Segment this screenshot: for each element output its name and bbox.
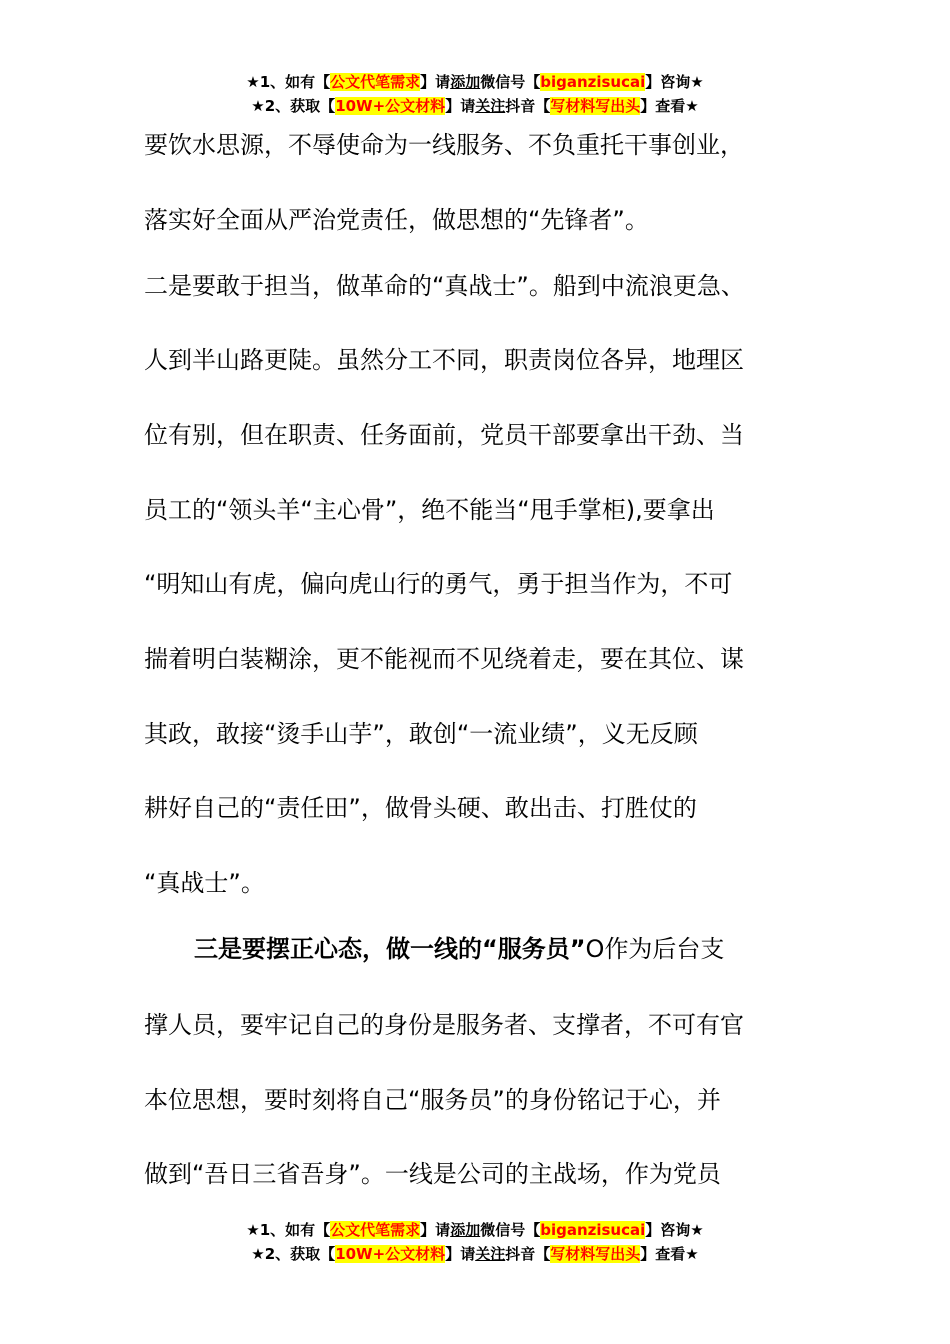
banner-text: 】请 [445, 1245, 476, 1263]
body-line: 要饮水思源，不辱使命为一线服务、不负重托干事创业， [144, 131, 744, 159]
banner-text: 抖音【 [505, 1245, 551, 1263]
body-line: 其政，敢接“烫手山芋”，敢创“一流业绩”，义无反顾 [144, 720, 698, 748]
paragraph-3-text: O作为后台支 [585, 935, 725, 963]
banner-text: 】请 [420, 73, 451, 91]
body-line: “明知山有虎，偏向虎山行的勇气，勇于担当作为，不可 [144, 570, 733, 598]
banner-text: 微信号【 [480, 73, 541, 91]
header-banner [0, 70, 950, 118]
banner-text: 】查看★ [640, 1245, 699, 1263]
banner-underlined: 添加 [450, 1221, 481, 1239]
paragraph-3-first-line [194, 934, 724, 964]
banner-text: 】请 [420, 1221, 451, 1239]
banner-highlight: 10W+公文材料 [335, 97, 446, 115]
body-line: 耕好自己的“责任田”，做骨头硬、敢出击、打胜仗的 [144, 794, 697, 822]
banner-text: 微信号【 [480, 1221, 541, 1239]
footer-banner-line-2 [0, 1242, 950, 1266]
footer-banner [0, 1218, 950, 1266]
body-line: “真战士”。 [144, 869, 265, 897]
body-line: 二是要敢于担当，做革命的“真战士”。船到中流浪更急、 [144, 272, 745, 300]
header-banner-line-1 [0, 70, 950, 94]
banner-text: 】请 [445, 97, 476, 115]
body-line: 本位思想，要时刻将自己“服务员”的身份铭记于心，并 [144, 1086, 721, 1114]
body-line: 落实好全面从严治党责任，做思想的“先锋者”。 [144, 206, 649, 234]
footer-banner-line-1 [0, 1218, 950, 1242]
banner-text: ★1、如有【 [246, 1221, 331, 1239]
banner-text: ★1、如有【 [246, 73, 331, 91]
body-line: 人到半山路更陡。虽然分工不同，职责岗位各异，地理区 [144, 346, 744, 374]
body-line: 做到“吾日三省吾身”。一线是公司的主战场，作为党员 [144, 1160, 721, 1188]
banner-highlight: biganzisucai [540, 1221, 646, 1239]
banner-underlined: 添加 [450, 73, 481, 91]
banner-highlight: 公文代笔需求 [330, 1221, 421, 1239]
banner-underlined: 关注 [475, 1245, 506, 1263]
banner-highlight: biganzisucai [540, 73, 646, 91]
body-line: 位有别，但在职责、任务面前，党员干部要拿出干劲、当 [144, 421, 744, 449]
banner-highlight: 写材料写出头 [550, 97, 641, 115]
banner-text: 】查看★ [640, 97, 699, 115]
banner-text: 】咨询★ [645, 1221, 704, 1239]
banner-underlined: 关注 [475, 97, 506, 115]
header-banner-line-2 [0, 94, 950, 118]
body-line: 员工的“领头羊“主心骨”，绝不能当“甩手掌柜),要拿出 [144, 496, 715, 524]
banner-highlight: 写材料写出头 [550, 1245, 641, 1263]
banner-text: ★2、获取【 [251, 97, 336, 115]
paragraph-3-heading: 三是要摆正心态，做一线的“服务员” [194, 935, 586, 963]
body-line: 撑人员，要牢记自己的身份是服务者、支撑者，不可有官 [144, 1011, 744, 1039]
body-line: 揣着明白装糊涂，更不能视而不见绕着走，要在其位、谋 [144, 645, 744, 673]
banner-text: 抖音【 [505, 97, 551, 115]
banner-text: 】咨询★ [645, 73, 704, 91]
banner-highlight: 10W+公文材料 [335, 1245, 446, 1263]
banner-highlight: 公文代笔需求 [330, 73, 421, 91]
banner-text: ★2、获取【 [251, 1245, 336, 1263]
